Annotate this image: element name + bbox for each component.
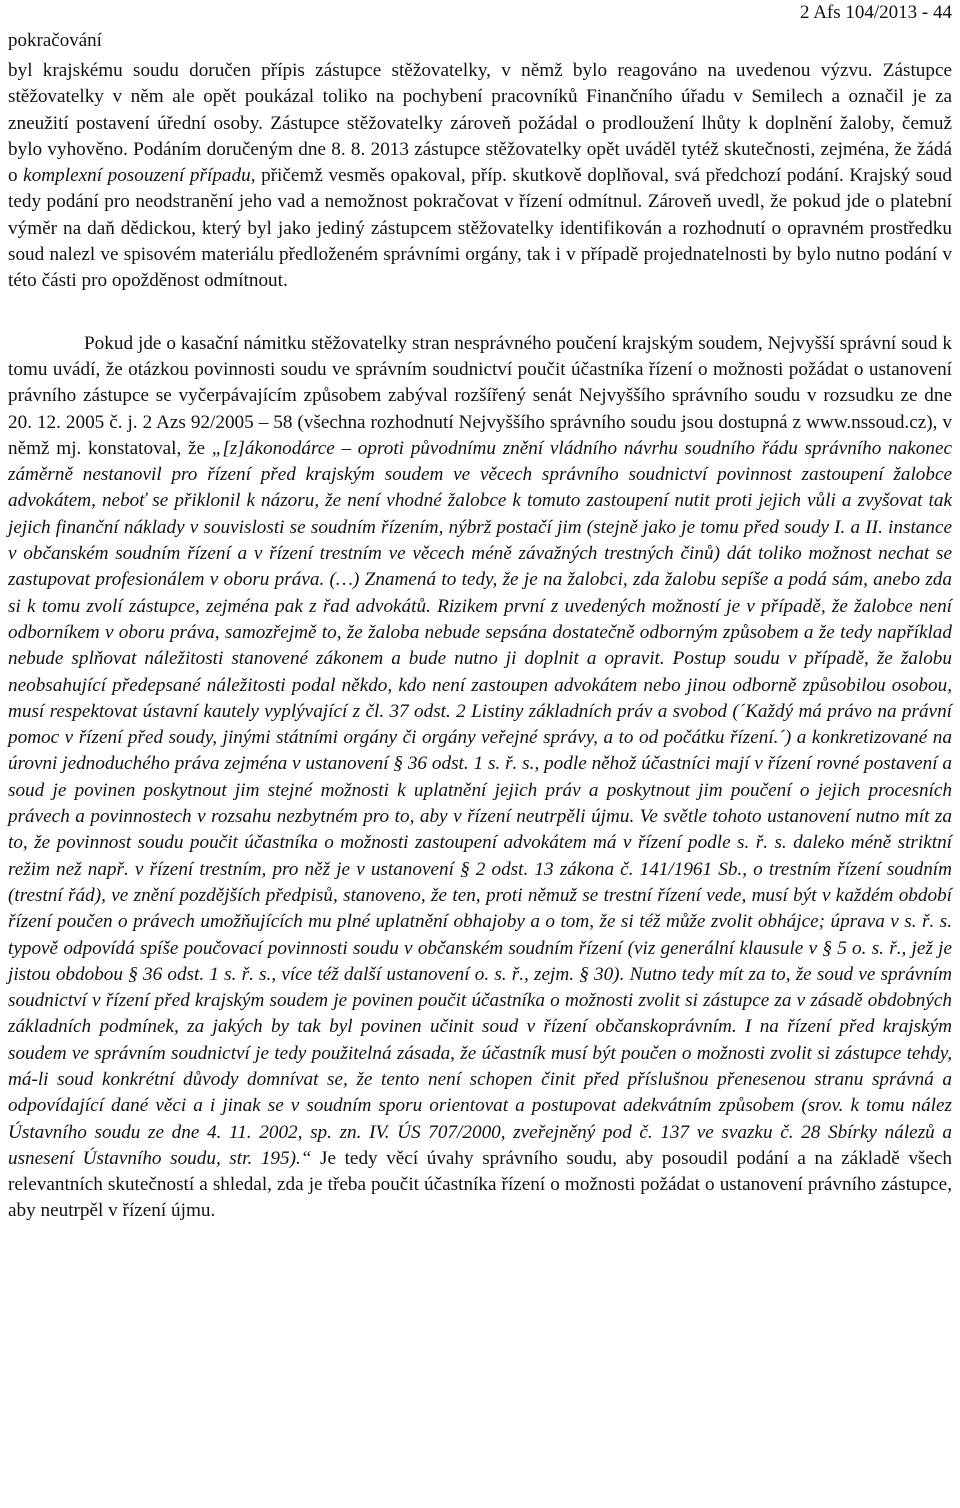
page-header: [8, 0, 952, 58]
paragraph-2-text-a: Pokud jde o kasační námitku stěžovatelky stran nesprávného poučení krajským soudem, Nejvyšší správní soud k tomu uvádí, že otázkou povinnosti soudu ve správním soudnictví poučit účastníka řízení o možnosti požádat o ustanovení právního zástupce se vyčerpávajícím způsobem zabýval rozšířený senát Nejvyššího správního soudu v rozsudku ze dne 20. 12. 2005 č. j. 2 Azs 92/2005 – 58 (všechna rozhodnutí Nejvyššího správního soudu jsou dostupná z www.nssoud.cz), v němž mj. konstatoval, že: [8, 332, 952, 459]
continuation-label: pokračování: [8, 30, 102, 51]
paragraph-1-italic: komplexní posouzení případu: [23, 165, 251, 187]
paragraph-1-text-a: byl krajskému soudu doručen přípis zástupce stěžovatelky, v němž bylo reagováno na uvedenou výzvu. Zástupce stěžovatelky v něm ale opět poukázal toliko na pochybení pracovníků Finančního úřadu v Semilech a označil je za zneužití postavení úřední osoby. Zástupce stěžovatelky zároveň požádal o prodloužení lhůty k doplnění žaloby, čemuž bylo vyhověno. Podáním doručeným dne 8. 8. 2013 zástupce stěžovatelky opět uváděl tytéž skutečnosti, zejména, že žádá o: [8, 60, 952, 187]
paragraph-1: [8, 58, 952, 295]
paragraph-2-text-b: Je tedy věcí úvahy správního soudu, aby posoudil podání a na základě všech relevantních skutečností a shledal, zda je třeba poučit účastníka řízení o možnosti požádat o ustanovení právního zástupce, aby neutrpěl v řízení újmu.: [8, 1147, 952, 1222]
paragraph-1-text-b: , přičemž vesměs opakoval, příp. skutkově doplňoval, svá předchozí podání. Krajský soud tedy podání pro neodstranění jeho vad a nemožnost pokračovat v řízení odmítnul. Zároveň uvedl, že pokud jde o platební výměr na daň dědickou, který byl jako jediný zástupcem stěžovatelky identifikován a rozhodnutí o opravném prostředku soud nalezl ve spisovém materiálu předloženém správními orgány, tak i v případě projednatelnosti by bylo nutno podání v této části pro opožděnost odmítnout.: [8, 165, 952, 292]
paragraph-2: [8, 331, 952, 1225]
paragraph-2-quotation: „[z]ákonodárce – oproti původnímu znění vládního návrhu soudního řádu správního nakonec záměrně nestanovil pro řízení před krajským soudem ve věcech správního soudnictví povinnost zastoupení žalobce advokátem, neboť se přiklonil k názoru, že není vhodné žalobce k tomuto zastoupení nutit proti jejich vůli a zvyšovat tak jejich finanční náklady v souvislosti se soudním řízením, nýbrž postačí jim (stejně jako je tomu před soudy I. a II. instance v občanském soudním řízení a v řízení trestním ve věcech méně závažných trestných činů) dát toliko možnost nechat se zastupovat profesionálem v oboru práva. (…) Znamená to tedy, že je na žalobci, zda žalobu sepíše a podá sám, anebo zda si k tomu zvolí zástupce, zejména pak z řad advokátů. Rizikem první z uvedených možností je v případě, že žalobce není odborníkem v oboru práva, samozřejmě to, že žaloba nebude sepsána dostatečně odborným způsobem a že tedy například nebude splňovat náležitosti stanovené zákonem a bude nutno ji doplnit a opravit. Postup soudu v případě, že žalobu neobsahující předepsané náležitosti podal někdo, kdo není zastoupen advokátem nebo jinou odborně způsobilou osobou, musí respektovat ústavní kautely vyplývající z čl. 37 odst. 2 Listiny základních práv a svobod (´Každý má právo na právní pomoc v řízení před soudy, jinými státními orgány či orgány veřejné správy, a to od počátku řízení.´) a konkretizované na úrovni jednoduchého práva zejména v ustanovení § 36 odst. 1 s. ř. s., podle něhož účastníci mají v řízení rovné postavení a soud je povinen poskytnout jim stejné možnosti k uplatnění jejich práv a poskytnout jim poučení o jejich procesních právech a povinnostech v rozsahu nezbytném pro to, aby v řízení neutrpěli újmu. Ve světle tohoto ustanovení nutno mít za to, že povinnost soudu poučit účastníka o možnosti zastoupení advokátem má v řízení podle s. ř. s. daleko méně striktní režim než např. v řízení trestním, pro něž je v ustanovení § 2 odst. 13 zákona č. 141/1961 Sb., o trestním řízení soudním (trestní řád), ve znění pozdějších předpisů, stanoveno, že ten, proti němuž se trestní řízení vede, musí být v každém období řízení poučen o právech umožňujících mu plné uplatnění obhajoby a o tom, že si též může zvolit obhájce; úprava v s. ř. s. typově odpovídá spíše poučovací povinnosti soudu v občanském soudním řízení (viz generální klausule v § 5 o. s. ř., jež je jistou obdobou § 36 odst. 1 s. ř. s., více též další ustanovení o. s. ř., zejm. § 30). Nutno tedy mít za to, že soud ve správním soudnictví v řízení před krajským soudem je povinen poučit účastníka o možnosti zvolit si zástupce za v zásadě obdobných základních podmínek, za jakých by tak byl povinen učinit soud v řízení občanskoprávním. I na řízení před krajským soudem ve správním soudnictví je tedy použitelná zásada, že účastník musí být poučen o možnosti zvolit si zástupce tehdy, má-li soud konkrétní důvody domnívat se, že tento není schopen činit před příslušnou přenesenou stranu správná a odpovídající dané věci a i jinak se v soudním sporu orientovat a postupovat adekvátním způsobem (srov. k tomu nález Ústavního soudu ze dne 4. 11. 2002, sp. zn. IV. ÚS 707/2000, zveřejněný pod č. 137 ve svazku č. 28 Sbírky nálezů a usnesení Ústavního soudu, str. 195).“: [8, 437, 952, 1169]
case-number: 2 Afs 104/2013 - 44: [800, 2, 952, 23]
document-page: [8, 0, 952, 1225]
